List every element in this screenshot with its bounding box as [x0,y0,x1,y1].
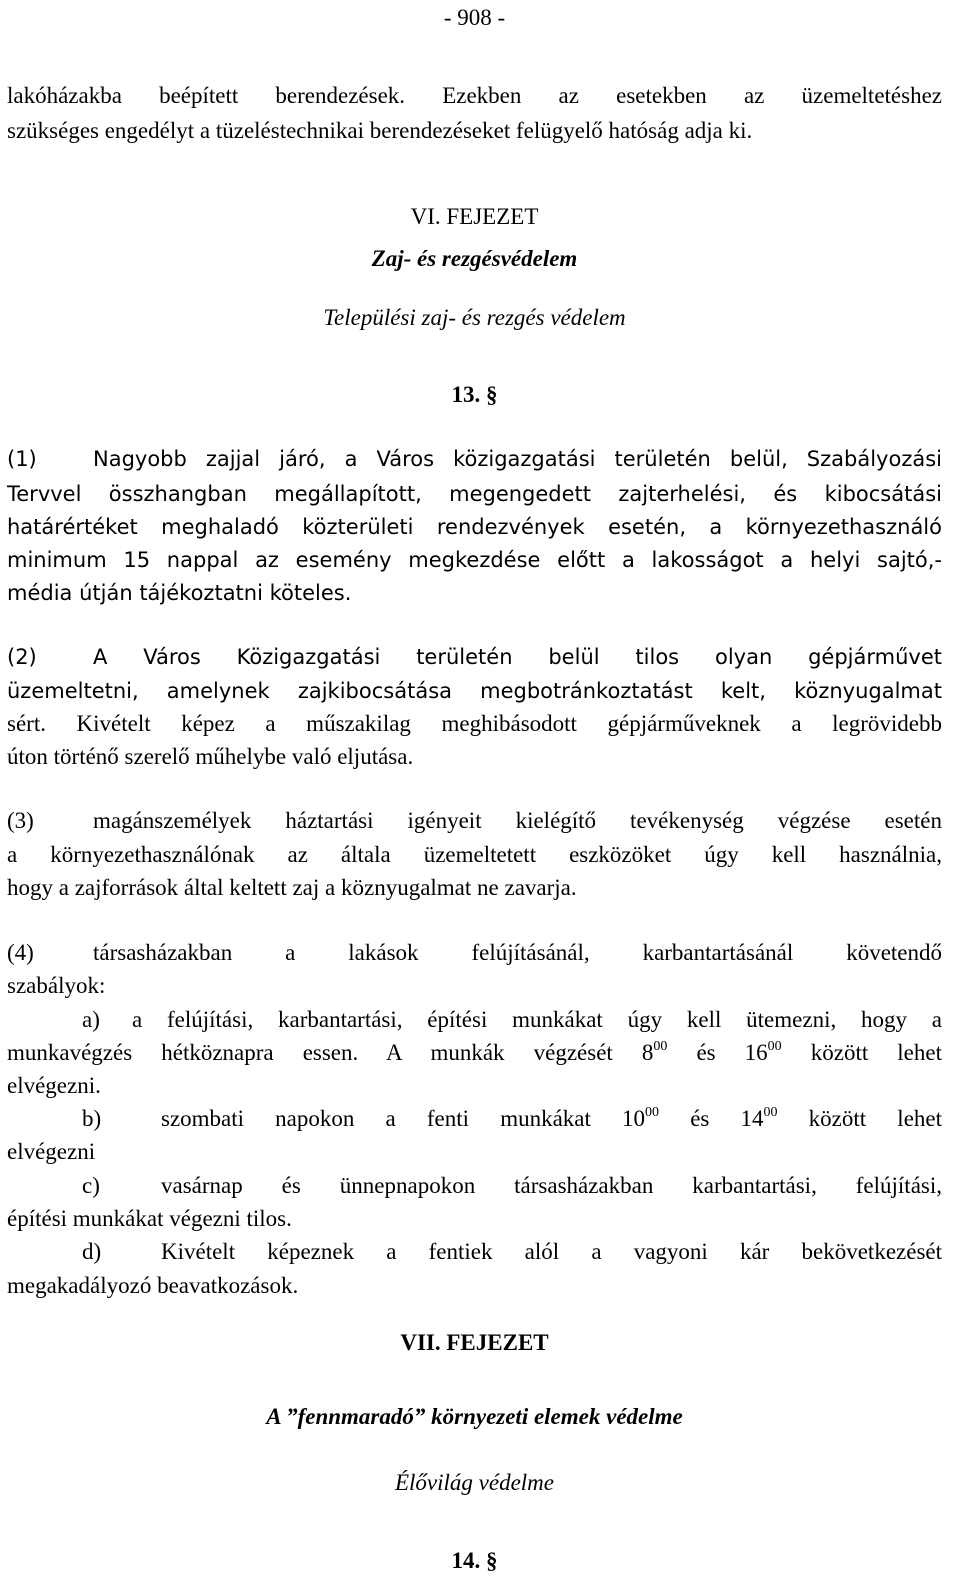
para-3-line-3: hogy a zajforrások által keltett zaj a köznyugalmat ne zavarja. [7,875,577,900]
para-4-b-sup-2: 00 [763,1105,778,1120]
para-1-line-2: Tervvel összhangban megállapított, megengedett zajterhelési, és kibocsátási [7,482,942,506]
document-page [7,0,942,1596]
para-4-a-line-1 [7,1005,942,1035]
para-4-d-line-2: megakadályozó beavatkozások. [7,1273,299,1298]
chapter-6-subtitle: Zaj- és rezgésvédelem [371,246,578,271]
para-2-line-1 [7,642,942,672]
para-4-line-1-text: társasházakban a lakások felújításánál, karbantartásánál követendő [93,940,942,965]
chapter-7-subtitle: A ”fennmaradó” környezeti elemek védelme [266,1404,683,1429]
para-1-line-5: média útján tájékoztatni köteles. [7,581,352,605]
intro-line-1: lakóházakba beépített berendezések. Ezekben az esetekben az üzemeltetéshez [7,83,942,108]
para-4-a-line-2-post: között lehet [781,1040,942,1065]
para-4-a-line-1-text: a felújítási, karbantartási, építési munkákat úgy kell ütemezni, hogy a [132,1007,942,1032]
para-4-b-sup-1: 00 [645,1105,660,1120]
para-4-a-sup-2: 00 [767,1039,782,1054]
para-3-label: (3) [7,808,34,833]
para-3-line-1 [7,806,942,836]
para-4-a-line-3: elvégezni. [7,1073,101,1098]
para-1-line-1 [7,444,942,474]
para-3-line-1-text: magánszemélyek háztartási igényeit kielégítő tevékenység végzése esetén [93,808,942,833]
para-2-label: (2) [7,645,37,669]
para-4-c-line-1 [7,1171,942,1201]
paragraph-13-sign: 13. § [451,382,498,407]
para-1-line-1-text: Nagyobb zajjal járó, a Város közigazgatási területén belül, Szabályozási [93,447,942,471]
para-4-a-line-2-mid: és 16 [667,1040,768,1065]
para-4-b-line-1-mid: és 14 [659,1106,764,1131]
para-1-line-3: határértéket meghaladó közterületi rendezvények esetén, a környezethasználó [7,515,942,539]
chapter-7-title: VII. FEJEZET [400,1330,549,1355]
para-4-b-line-1 [7,1104,942,1134]
para-4-line-1 [7,938,942,968]
para-4-label: (4) [7,940,34,965]
para-2-line-1-text: A Város Közigazgatási területén belül tilos olyan gépjárművet [93,645,942,669]
para-4-c-label: c) [82,1173,100,1198]
para-3-line-2: a környezethasználónak az általa üzemeltetett eszközöket úgy kell használnia, [7,842,942,867]
paragraph-14-sign: 14. § [451,1548,498,1573]
para-2-line-2: üzemeltetni, amelynek zajkibocsátása megbotránkoztatást kelt, köznyugalmat [7,679,942,703]
para-4-line-2: szabályok: [7,973,106,998]
para-1-line-4: minimum 15 nappal az esemény megkezdése előtt a lakosságot a helyi sajtó,- [7,548,942,572]
para-4-a-sup-1: 00 [653,1039,668,1054]
para-4-d-label: d) [82,1239,102,1264]
chapter-7-section-heading: Élővilág védelme [394,1470,554,1495]
para-4-b-line-1-post: között lehet [777,1106,942,1131]
para-4-d-line-1 [7,1237,942,1267]
page-number: - 908 - [443,5,506,30]
para-1-label: (1) [7,447,37,471]
para-2-line-4: úton történő szerelő műhelybe való eljutása. [7,744,414,769]
para-4-a-line-2 [7,1038,942,1068]
para-4-a-line-2-pre: munkavégzés hétköznapra essen. A munkák végzését 8 [7,1040,654,1065]
intro-line-2: szükséges engedélyt a tüzeléstechnikai berendezéseket felügyelő hatóság adja ki. [7,118,753,143]
para-4-b-label: b) [82,1106,102,1131]
chapter-6-title: VI. FEJEZET [410,204,539,229]
para-4-b-line-2: elvégezni [7,1139,96,1164]
chapter-6-section-heading: Települési zaj- és rezgés védelem [323,305,626,330]
para-4-a-label: a) [82,1007,100,1032]
para-4-d-line-1-text: Kivételt képeznek a fentiek alól a vagyoni kár bekövetkezését [161,1239,942,1264]
para-4-c-line-2: építési munkákat végezni tilos. [7,1206,292,1231]
para-4-b-line-1-pre: szombati napokon a fenti munkákat 10 [161,1106,646,1131]
para-4-c-line-1-text: vasárnap és ünnepnapokon társasházakban karbantartási, felújítási, [161,1173,942,1198]
para-2-line-3: sért. Kivételt képez a műszakilag meghibásodott gépjárműveknek a legrövidebb [7,711,942,736]
